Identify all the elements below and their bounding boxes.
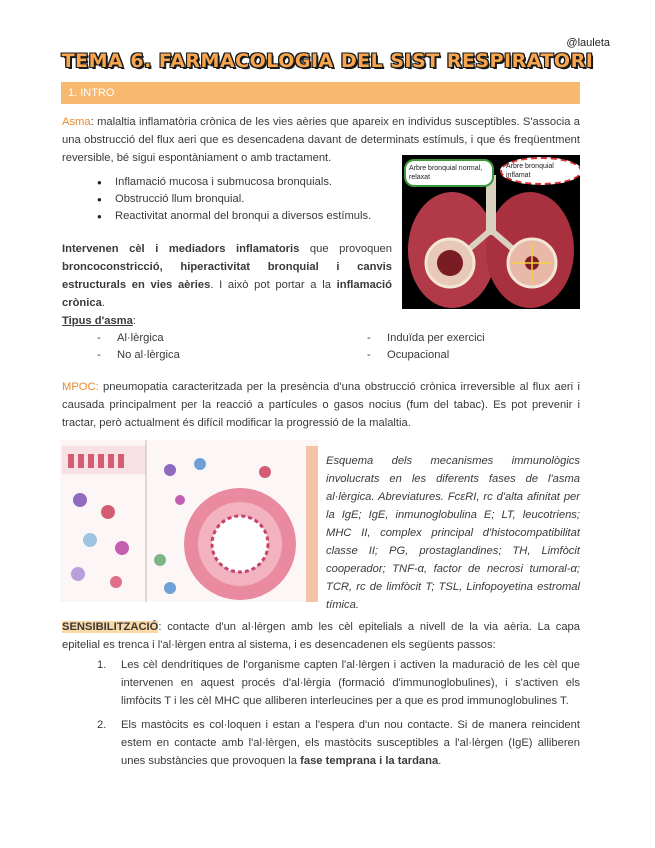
sensibilitzacio-term: SENSIBILITZACIÓ — [62, 621, 159, 633]
list-item: 2. Els mastòcits es col·loquen i estan a l'espera d'un nou contacte. Si de manera reincident estem en contacte amb l'al·lèrgen, els mastòcits susceptibles a l'al·lèrgen (IgE) alliberen unes substàncies que provoquen la fase temprana i la tardana. — [97, 719, 580, 767]
list-item: ● Inflamació mucosa i submucosa bronquials. — [97, 174, 397, 191]
list-item: ● Reactivitat anormal del bronqui a diversos estímuls. — [97, 208, 397, 225]
mpoc-definition — [62, 378, 580, 432]
list-item: 1. Les cèl dendrítiques de l'organisme capten l'al·lèrgen i activen la maduració de les cèl que intervenen en aquest procés d'al·lèrgia (formació d'immunoglobulines), i s'activen els limfòcits T i les cèl MHC que alliberen interleucines per a que es prod immunoglobulines T. — [97, 659, 580, 707]
list-item: - Induïda per exercici — [367, 332, 485, 344]
list-item: - Al·lèrgica — [97, 332, 164, 344]
mediators-bold: Intervenen cèl i mediadors inflamatoris — [62, 243, 300, 255]
immune-mechanism-figure — [60, 440, 318, 602]
asma-types-right — [367, 330, 485, 364]
asma-features-list — [97, 174, 397, 225]
sensibilitzacio-text: : contacte d'un al·lèrgen amb les cèl epitelials a nivell de la via aèria. La capa epitelial es trenca i l'al·lèrgen entra al sistema, i es desencadenen els següents passos: — [62, 621, 580, 651]
page-title: TEMA 6. FARMACOLOGIA DEL SIST RESPIRATORI — [61, 50, 594, 72]
normal-bronchi-label: Arbre bronquial normal, relaxat — [404, 159, 494, 187]
immune-diagram-icon — [60, 440, 318, 602]
list-item: - No al·lèrgica — [97, 349, 180, 361]
author-handle: @lauleta — [566, 37, 610, 49]
asma-term: Asma — [62, 116, 91, 128]
sensibilitzacio-definition — [62, 618, 580, 654]
mediators-bold-3: inflamació crònica — [62, 279, 392, 309]
mediators-text-2: . I això pot portar a la — [210, 279, 337, 291]
mediators-end: . — [101, 297, 105, 309]
types-heading-text: Tipus d'asma — [62, 315, 133, 327]
figure-caption: Esquema dels mecanismes immunològics involucrats en les diferents fases de l'asma al·lèrgica. Abreviatures. FcεRI, rc d'alta afinitat per la IgE; IgE, inmunoglobulina E; LT, leucotriens; MHC II, complex principal d'histocompatibilitat classe II; PG, prostaglandines; TH, Limfòcit cooperador; TNF-α, factor de necrosi tumoral-α; TCR, rc de limfòcit T; TSL, Linfopoyetina estromal tímica. — [326, 455, 580, 611]
asma-types-heading — [62, 312, 136, 330]
asma-types-left — [97, 330, 180, 364]
sensibilitzacio-steps — [97, 656, 580, 776]
asma-definition-text: : malaltia inflamatòria crònica de les vies aèries que apareix en individus susceptibles. S'associa a una obstrucció del flux aeri que es desencadena davant de determinats estímuls, i que és freqüentment reversible, bé sigui espontàniament o amb tractament. — [62, 116, 580, 164]
mpoc-term: MPOC: — [62, 381, 99, 393]
inflamed-bronchi-label: Arbre bronquial inflamat — [500, 157, 580, 185]
mediators-paragraph — [62, 240, 392, 312]
mediators-text: que provoquen — [299, 243, 392, 255]
mpoc-definition-text: pneumopatia caracteritzada per la presència d'una obstrucció crònica irreversible al flux aeri i causada principalment per la reacció a partícules o gasos nocius (fum del tabac). Es pot prevenir i tractar, però actualment és difícil modificar la progressió de la malaltia. — [62, 381, 580, 429]
list-item: - Ocupacional — [367, 349, 450, 361]
section-header-intro: 1. INTRO — [61, 82, 580, 104]
list-item: ● Obstrucció llum bronquial. — [97, 191, 397, 208]
lung-illustration — [402, 155, 580, 309]
types-heading-colon: : — [132, 315, 136, 327]
mediators-bold-2: broncoconstricció, hiperactivitat bronquial i canvis estructurals en vies aèries — [62, 261, 392, 291]
